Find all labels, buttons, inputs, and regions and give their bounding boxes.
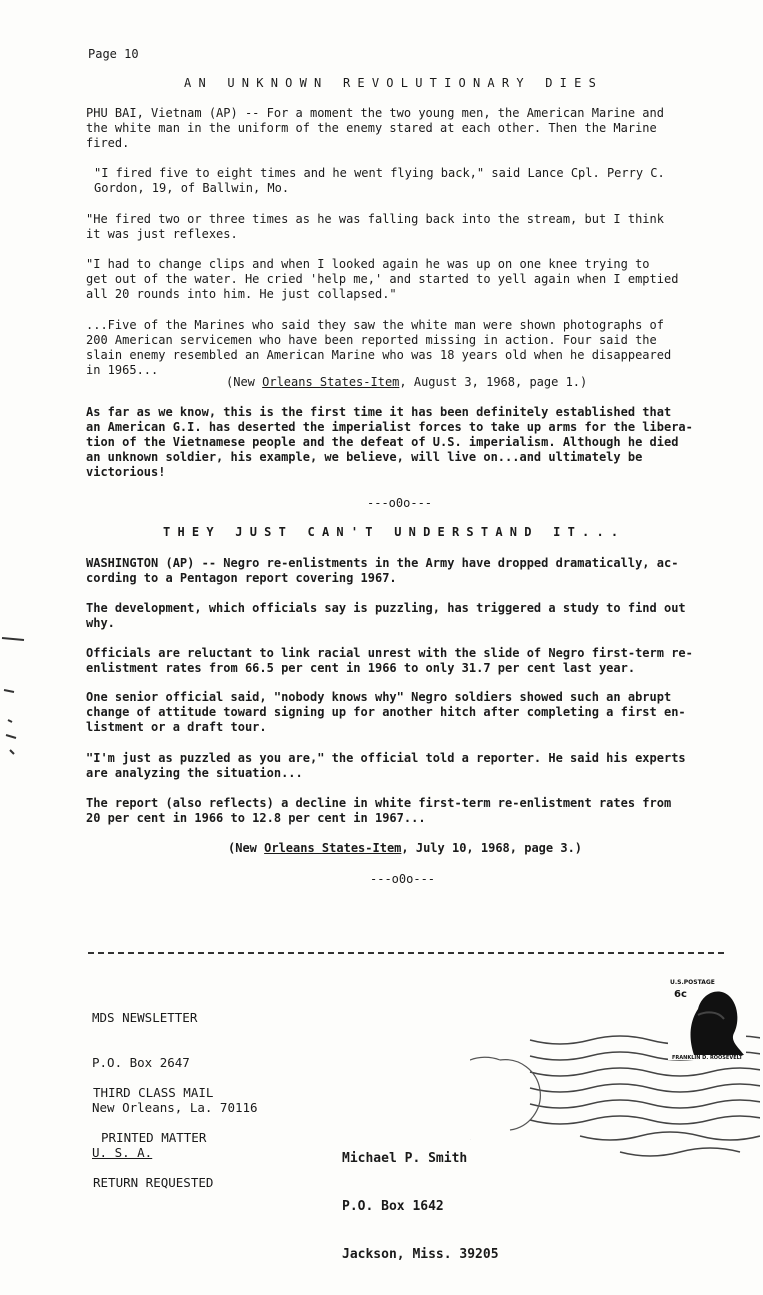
stamp-postage-label: U.S.POSTAGE [670, 979, 715, 986]
article2-title: T H E Y J U S T C A N ' T U N D E R S T A N D I T . . . [163, 525, 619, 539]
stamp-portrait-name: FRANKLIN D. ROOSEVELT [672, 1055, 743, 1060]
return-address-line: P.O. Box 2647 [92, 1055, 190, 1070]
article1-title: A N U N K N O W N R E V O L U T I O N A R Y D I E S [184, 76, 596, 90]
page-number: Page 10 [88, 47, 139, 61]
recipient-line: P.O. Box 1642 [342, 1199, 444, 1214]
section-separator: ---o0o--- [367, 496, 433, 510]
binding-marks [0, 630, 30, 760]
return-address-line: New Orleans, La. 70116 [92, 1100, 258, 1115]
article1-citation: (New Orleans States-Item, August 3, 1968, page 1.) [226, 375, 588, 389]
section-separator: ---o0o--- [370, 872, 436, 886]
article1-paragraph: ...Five of the Marines who said they saw the white man were shown photographs of 200 American servicemen who have been reported missing in action. Four said the slain enemy resembled an American Marine who was 18 years old when he disappeared in 1965... [86, 318, 672, 377]
recipient-line: Jackson, Miss. 39205 [342, 1247, 499, 1262]
article1-paragraph: "He fired two or three times as he was falling back into the stream, but I think it was just reflexes. [86, 212, 664, 241]
mail-class-line: THIRD CLASS MAIL [93, 1085, 214, 1100]
article2-citation: (New Orleans States-Item, July 10, 1968, page 3.) [228, 841, 583, 855]
mail-class-line: PRINTED MATTER [101, 1130, 207, 1145]
stamp-value: 6c [674, 989, 687, 1000]
article1-paragraph: "I had to change clips and when I looked again he was up on one knee trying to get out of the water. He cried 'help me,' and started to yell again when I emptied all 20 rounds into him. He just collapsed." [86, 257, 679, 301]
article1-paragraph: PHU BAI, Vietnam (AP) -- For a moment the two young men, the American Marine and the white man in the uniform of the enemy stared at each other. Then the Marine fired. [86, 106, 664, 150]
return-address-line: U. S. A. [92, 1145, 153, 1160]
article2-paragraph: One senior official said, "nobody knows why" Negro soldiers showed such an abrupt change of attitude toward signing up for another hitch after completing a first en- listment or a draft tour. [86, 690, 686, 734]
article1-paragraph: "I fired five to eight times and he went flying back," said Lance Cpl. Perry C. Gordon, 19, of Ballwin, Mo. [94, 166, 665, 195]
article2-paragraph: Officials are reluctant to link racial unrest with the slide of Negro first-term re- enlistment rates from 66.5 per cent in 1966 to only 31.7 per cent last year. [86, 646, 693, 675]
recipient-address [342, 1119, 499, 1295]
article2-paragraph: WASHINGTON (AP) -- Negro re-enlistments in the Army have dropped dramatically, ac- cording to a Pentagon report covering 1967. [86, 556, 679, 585]
article2-paragraph: The development, which officials say is puzzling, has triggered a study to find out why. [86, 601, 686, 630]
article2-paragraph: "I'm just as puzzled as you are," the official told a reporter. He said his experts are analyzing the situation... [86, 751, 686, 780]
postage-stamp [668, 975, 746, 1060]
return-address-line: MDS NEWSLETTER [92, 1010, 198, 1025]
mail-class [93, 1055, 213, 1220]
mail-class-line: RETURN REQUESTED [93, 1175, 214, 1190]
recipient-line: Michael P. Smith [342, 1151, 468, 1166]
article2-paragraph: The report (also reflects) a decline in white first-term re-enlistment rates from 20 per cent in 1966 to 12.8 per cent in 1967... [86, 796, 672, 825]
editorial-commentary: As far as we know, this is the first time it has been definitely established that an American G.I. has deserted the imperialist forces to take up arms for the libera- tion of the Vietnamese people and the defeat of U.S. imperialism. Although he died an unknown soldier, his example, we believe, will live on...and ultimately be victorious! [86, 405, 693, 479]
cut-line [88, 952, 724, 954]
